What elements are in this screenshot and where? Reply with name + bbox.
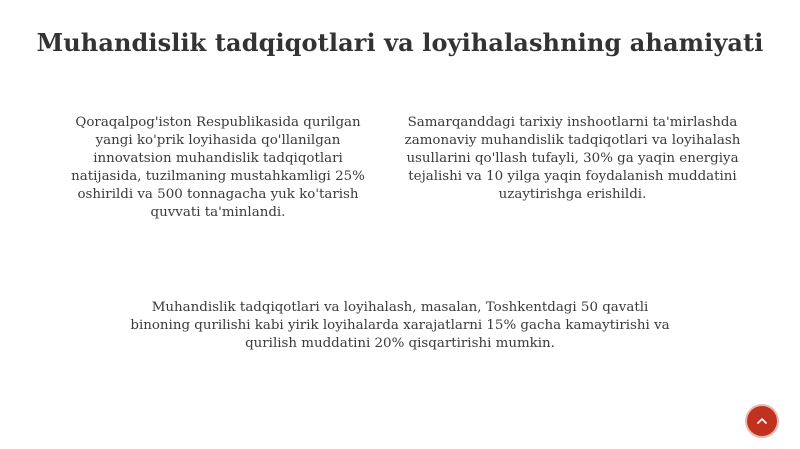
next-slide-button[interactable] (747, 406, 777, 436)
slide-title: Muhandislik tadqiqotlari va loyihalashning ahamiyati (36, 28, 764, 57)
paragraph-left: Qoraqalpog'iston Respublikasida qurilgan yangi ko'prik loyihasida qo'llanilgan innovatsion muhandislik tadqiqotlari natijasida, tuzilmaning mustahkamligi 25% oshirildi va 500 tonnagacha yuk ko'tarish quvvati ta'minlandi. (71, 115, 365, 220)
chevron-up-icon (755, 414, 769, 428)
paragraph-bottom: Muhandislik tadqiqotlari va loyihalash, masalan, Toshkentdagi 50 qavatli binoning qurilishi kabi yirik loyihalarda xarajatlarni 15% gacha kamaytirishi va qurilish muddatini 20% qisqartirishi mumkin. (130, 300, 670, 351)
paragraph-right: Samarqanddagi tarixiy inshootlarni ta'mirlashda zamonaviy muhandislik tadqiqotlari va loyihalash usullarini qo'llash tufayli, 30% ga yaqin energiya tejalishi va 10 yilga yaqin foydalanish muddatini uzaytirishga erishildi. (404, 115, 741, 202)
